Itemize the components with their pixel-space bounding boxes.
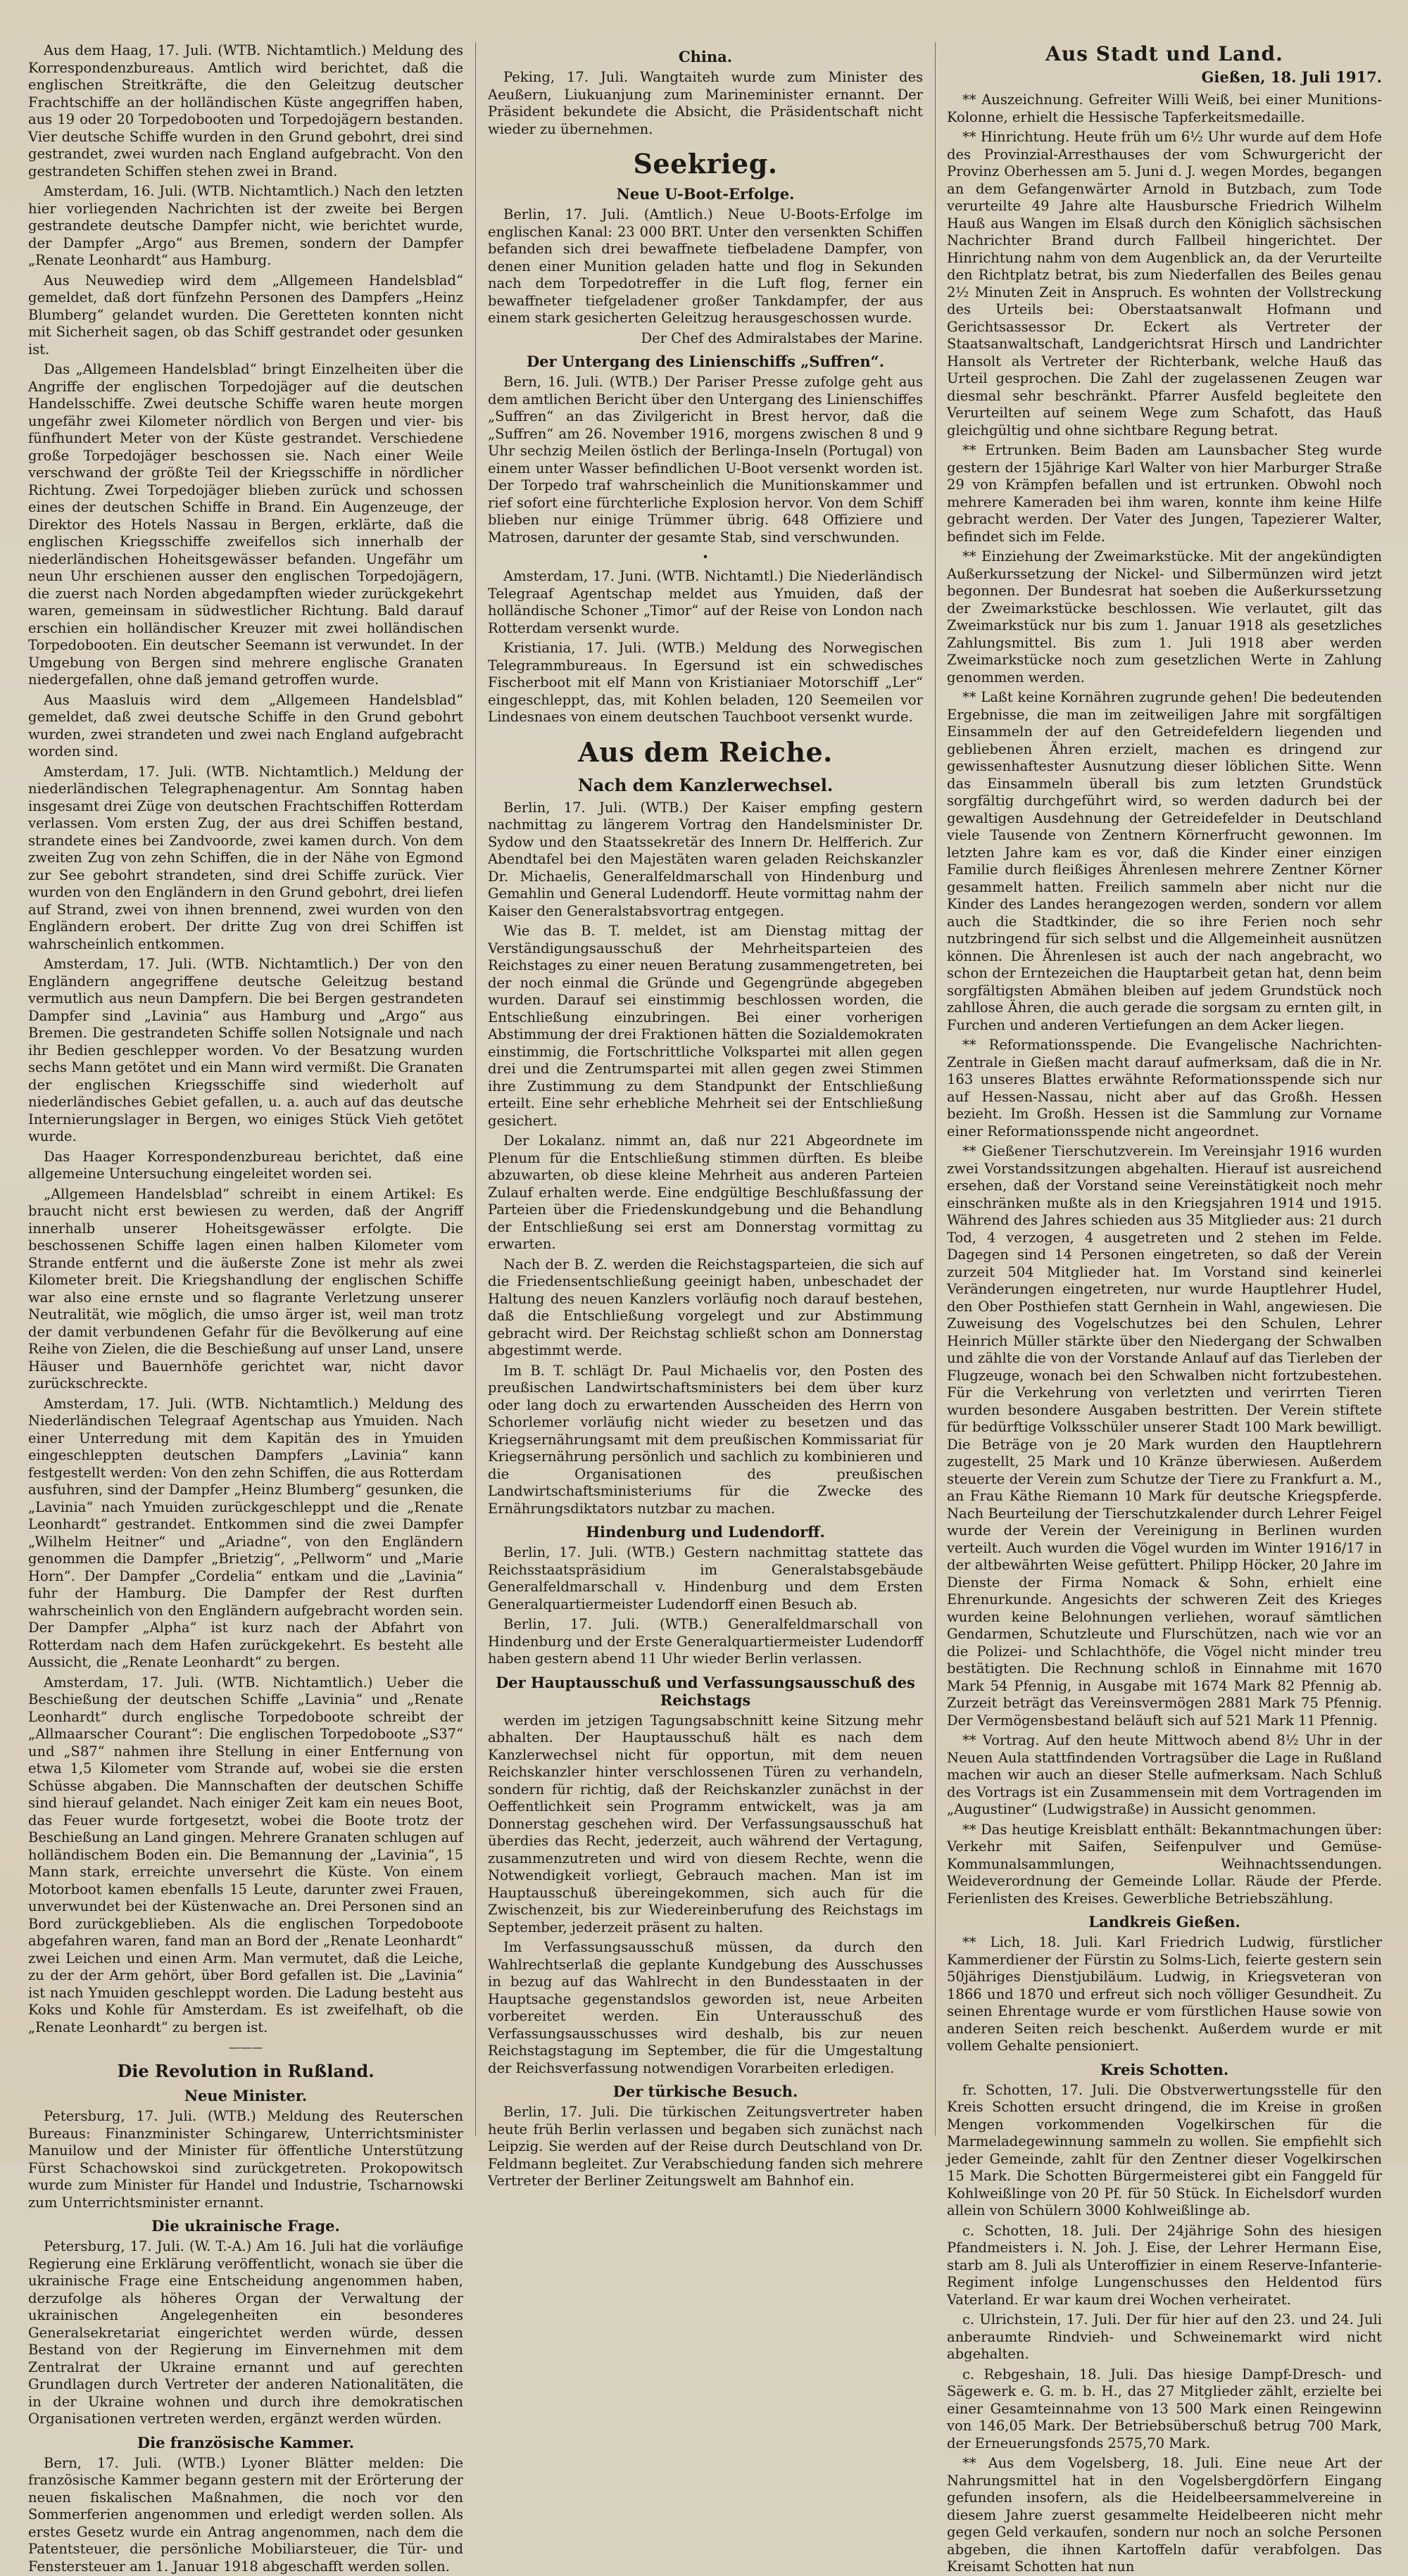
article-paragraph: Petersburg, 17. Juli. (WTB.) Meldung des Reuterschen Bureaus: Finanzminister Schingarew, Unterrichtsminister Manuilow und der Minister für öffentliche Unterstützung Fürst Schachowskoi sind zurückgetreten. Prokopowitsch wurde zum Minister für Handel und Industrie, Tscharnowski zum Unterrichtsminister ernannt.: [28, 2108, 463, 2211]
article-paragraph: werden im jetzigen Tagungsabschnitt keine Sitzung mehr abhalten. Der Hauptausschuß hält es nach dem Kanzlerwechsel nicht für opportun, mit dem neuen Reichskanzler hinter verschlossenen Türen zu verhandeln, sondern für richtig, daß der Reichskanzler zunächst in der Oeffentlichkeit sein Programm entwickelt, was ja am Donnerstag geschehen wird. Der Verfassungsausschuß hat überdies das Recht, jederzeit, auch während der Vertagung, zusammenzutreten und wird von diesem Rechte, wenn die Notwendigkeit vorliegt, Gebrauch machen. Man ist im Hauptausschuß übereingekommen, sich auch für die Zwischenzeit, bis zur Wiedereinberufung des Reichstags im September, jederzeit präsent zu halten.: [488, 1712, 923, 1936]
article-paragraph: Amsterdam, 17. Juli. (WTB. Nichtamtlich.) Der von den Engländern angegriffene deutsche Geleitzug bestand vermutlich aus neun Dampfern. Die bei Bergen gestrandeten Dampfer sind „Lavinia“ aus Hamburg und „Argo“ aus Bremen. Die gestrandeten Schiffe sollen Notsignale und nach ihr Bedien geschlepper worden. Vo der Besatzung wurden sechs Mann getötet und ein Mann wird vermißt. Die Granaten der englischen Kriegsschiffe sind wiederholt auf niederländisches Gebiet gefallen, u. a. auch auf das deutsche Internierungslager in Bergen, wo einiges Stück Vieh getötet wurde.: [28, 956, 463, 1144]
dateline: Gießen, 18. Juli 1917.: [1201, 68, 1382, 86]
article-paragraph: ** Reformationsspende. Die Evangelische Nachrichten-Zentrale in Gießen macht darauf aufmerksam, daß die in Nr. 163 unseres Blattes erwähnte Reformationsspende sich nur auf Hessen-Nassau, nicht aber auf das Großh. Hessen bezieht. Im Großh. Hessen ist die Sammlung zur Vorname einer Reformationsspende nicht angeordnet.: [947, 1037, 1382, 1139]
article-paragraph: Kristiania, 17. Juli. (WTB.) Meldung des Norwegischen Telegrammbureaus. In Egersund ist ein schwedisches Fischerboot mit elf Mann von Kristianiaer Motorschiff „Ler“ eingeschleppt, das, mit Kohlen beladen, 120 Seemeilen vor Lindesnaes von einem deutschen Tauchboot versenkt wurde.: [488, 640, 923, 725]
article-paragraph: ** Vortrag. Auf den heute Mittwoch abend 8½ Uhr in der Neuen Aula stattfindenden Vortragsüber die Lage in Rußland machen wir auch an dieser Stelle aufmerksam. Nach Schluß des Vortrags ist ein Zusammensein mit dem Vortragenden im „Augustiner“ (Ludwigstraße) in Aussicht genommen.: [947, 1732, 1382, 1817]
section-heading: Aus dem Reiche.: [578, 735, 833, 768]
article-paragraph: ** Lich, 18. Juli. Karl Friedrich Ludwig, fürstlicher Kammerdiener der Fürstin zu Solms-Lich, feierte gestern sein 50jähriges Dienstjubiläum. Ludwig, in Kriegsveteran von 1866 und 1870 und erfreut sich noch völliger Gesundheit. Zu seinen Ehrentage wurde er vom fürstlichen Hause sowie von anderen Seiten reich beschenkt. Außerdem wurde er mit vollem Gehalte pensioniert.: [947, 1934, 1382, 2054]
article-paragraph: ** Laßt keine Kornähren zugrunde gehen! Die bedeutenden Ergebnisse, die man im zeitweiligen Jahre mit sorgfältigen Einsammeln der auf den Getreidefeldern liegenden und gebliebenen Ähren erzielt, machen es dringend zur gewissenhaftester Ausnutzung dieser löblichen Sitte. Wenn das Einsammeln überall bis zum letzten Grundstück sorgfältig durchgeführt wird, so werden dadurch bei der gewaltigen Ausdehnung der Getreidefelder in Deutschland viele Tausende von Zentnern Körnerfrucht gewonnen. Im letzten Jahre kam es vor, daß die Kinder einer einzigen Familie durch fleißiges Ährenlesen mehrere Zentner Körner gesammelt hatten. Freilich sammeln aber nicht nur die Kinder des Landes herangezogen werden, sondern vor allem auch die Stadtkinder, die so ihre Ferien noch sehr nutzbringend für sich selbst und die Allgemeinheit ausnützen können. Die Ährenlesen ist auch der nach angebracht, wo schon der Erntezeichen die Hauptarbeit getan hat, denn beim sorgfältigsten Abmähen bleiben auf jedem Grundstück noch zahllose Ähren, die auch gerade die sorgsam zu ernten gilt, in Furchen und anderen Vertiefungen an dem Acker liegen.: [947, 689, 1382, 1033]
article-paragraph: Amsterdam, 17. Juli. (WTB. Nichtamtlich.) Meldung der niederländischen Telegraphenagentur. Am Sonntag haben insgesamt drei Züge von deutschen Frachtschiffen Rotterdam verlassen. Vom ersten Zug, der aus drei Schiffen bestand, strandete eines bei Zandvoorde, zwei kamen durch. Von dem zweiten Zug von zehn Schiffen, die in der Nähe von Egmond zur See gebohrt strandeten, sind drei Schiffe zurück. Vier wurden von den Engländern in den Grund gebohrt, drei liefen auf Strand, zwei von ihnen brennend, zwei wurden von den Engländern erobert. Der dritte Zug von drei Schiffen ist wahrscheinlich entkommen.: [28, 763, 463, 952]
article-paragraph: Bern, 16. Juli. (WTB.) Der Pariser Presse zufolge geht aus dem amtlichen Bericht über den Untergang des Linienschiffes „Suffren“ an das Zivilgericht in Brest hervor, daß die „Suffren“ am 26. November 1916, morgens zwischen 8 und 9 Uhr sechzig Meilen östlich der Berlinga-Inseln (Portugal) von einem unter Wasser befindlichen U-Boot versenkt worden ist. Der Torpedo traf wahrscheinlich die Munitionskammer und rief sofort eine fürchterliche Explosion hervor. Von dem Schiff blieben nur einige Trümmer übrig. 648 Offiziere und Matrosen, darunter der gesamte Stab, sind verschwunden.: [488, 374, 923, 545]
column-2: [488, 42, 923, 2189]
article-paragraph: Berlin, 17. Juli. Die türkischen Zeitungsvertreter haben heute früh Berlin verlassen und begaben sich zunächst nach Leipzig. Sie werden auf der Reise durch Deutschland von Dr. Feldmann begleitet. Zur Verabschiedung fanden sich mehrere Vertreter der Berliner Zeitungswelt am Bahnhof ein.: [488, 2104, 923, 2189]
subheading: Neue U-Boot-Erfolge.: [616, 185, 795, 203]
article-paragraph: Nach der B. Z. werden die Reichstagsparteien, die sich auf die Friedensentschließung geeinigt haben, unbeschadet der Haltung des neuen Kanzlers vorläufig noch darauf bestehen, daß die Entschließung vorgelegt und zur Abstimmung gebracht wird. Der Reichstag schließt schon am Donnerstag abgestimmt werde.: [488, 1256, 923, 1358]
article-paragraph: Amsterdam, 16. Juli. (WTB. Nichtamtlich.) Nach den letzten hier vorliegenden Nachrichten ist der zweite bei Bergen gestrandete deutsche Dampfer nicht, wie berichtet wurde, der Dampfer „Argo“ aus Bremen, sondern der Dampfer „Renate Leonhardt“ aus Hamburg.: [28, 183, 463, 268]
article-paragraph: Bern, 17. Juli. (WTB.) Lyoner Blätter melden: Die französische Kammer begann gestern mit der Erörterung der neuen fiskalischen Maßnahmen, die noch vor den Sommerferien angenommen und erledigt werden sollen. Als erstes Gesetz wurde ein Antrag angenommen, nach dem die Patentsteuer, die persönliche Mobiliarsteuer, die Tür- und Fenstersteuer am 1. Januar 1918 abgeschafft werden sollen.: [28, 2454, 463, 2575]
article-paragraph: Berlin, 17. Juli. (WTB.) Der Kaiser empfing gestern nachmittag zu längerem Vortrag den Handelsminister Dr. Sydow und den Staatssekretär des Innern Dr. Helfferich. Zur Abendtafel bei den Majestäten waren geladen Reichskanzler Dr. Michaelis, Generalfeldmarschall von Hindenburg und Gemahlin und General Ludendorff. Heute vormittag nahm der Kaiser den Generalstabsvortrag entgegen.: [488, 799, 923, 919]
article-paragraph: c. Schotten, 18. Juli. Der 24jährige Sohn des hiesigen Pfandmeisters i. N. Joh. J. Eise, der Lehrer Hermann Eise, starb am 8. Juli als Unteroffizier in einem Reserve-Infanterie-Regiment infolge Lungenschusses den Heldentod fürs Vaterland. Er war kaum drei Wochen verheiratet.: [947, 2222, 1382, 2308]
article-paragraph: ** Aus dem Vogelsberg, 18. Juli. Eine neue Art der Nahrungsmittel hat in den Vogelsbergdörfern Eingang gefunden insofern, als die Heidelbeersammelvereine in diesem Jahre zuerst gesammelte Heidelbeeren nicht mehr gegen Geld verkaufen, sondern nur noch an solche Personen abgeben, die ihnen Kartoffeln dafür verabfolgen. Das Kreisamt Schotten hat nun: [947, 2455, 1382, 2575]
subheading: Nach dem Kanzlerwechsel.: [577, 774, 834, 795]
article-paragraph: Amsterdam, 17. Juli. (WTB. Nichtamtlich.) Ueber die Beschießung der deutschen Schiffe „Lavinia“ und „Renate Leonhardt“ durch englische Torpedoboote schreibt der „Allmaarscher Courant“: Die englischen Torpedoboote „S37“ und „S87“ nahmen ihre Stellung in einer Entfernung von etwa 1,5 Kilometer vom Strande auf, wobei sie die ersten Schüsse abgaben. Die Mannschaften der deutschen Schiffe sind hierauf gelandet. Nach einiger Zeit kam ein neues Boot, das Feuer wurde fortgesetzt, wobei die Boote trotz der Beschießung an Land gingen. Mehrere Granaten schlugen auf holländischem Boden ein. Die Bemannung der „Lavinia“, 15 Mann stark, erreichte unversehrt die Küste. Von einem Motorboot kamen ebenfalls 15 Leute, darunter zwei Frauen, unverwundet bei der Küstenwache an. Drei Personen sind an Bord zurückgeblieben. Als die englischen Torpedoboote abgefahren waren, fand man an Bord der „Renate Leonhardt“ zwei Leichen und einen Arm. Man vermutet, daß die Leiche, zu der der Arm gehört, über Bord gefallen ist. Die „Lavinia“ ist nach Ymuiden geschleppt worden. Die Ladung besteht aus Koks und Kohle für Amsterdam. Es ist zweifelhaft, ob die „Renate Leonhardt“ zu bergen ist.: [28, 1674, 463, 2035]
subheading: Kreis Schotten.: [1100, 2060, 1229, 2078]
subheading: Hindenburg und Ludendorff.: [586, 1523, 825, 1541]
article-paragraph: ** Hinrichtung. Heute früh um 6½ Uhr wurde auf dem Hofe des Provinzial-Arresthauses der vom Schwurgericht der Provinz Oberhessen am 5. Juni d. J. wegen Mordes, begangen an dem Gefangenwärter Arnold in Butzbach, zum Tode verurteilte 49 Jahre alte Hausbursche Friedrich Wilhelm Hauß aus Wangen im Elsaß durch den Königlich sächsischen Nachrichter Brand durch Fallbeil hingerichtet. Der Hinrichtung nahm von dem Augenblick an, da der Verurteilte den Richtplatz betrat, bis zum Niederfallen des Beiles genau 2½ Minuten Zeit in Anspruch. Es wohnten der Vollstreckung des Urteils bei: Oberstaatsanwalt Hofmann und Gerichtsassessor Dr. Eckert als Vertreter der Staatsanwaltschaft, Landgerichtsrat Hirsch und Landrichter Hansolt als Vertreter der Richterbank, welche Hauß das Urteil gesprochen. Die Zahl der zugelassenen Zeugen war diesmal sehr beschränkt. Pfarrer Ausfeld begleitete den Verurteilten auf seinem Wege zum Schafott, das Hauß gleichgültig und ohne sichtbare Regung betrat.: [947, 129, 1382, 438]
subheading: Neue Minister.: [184, 2087, 308, 2104]
article-paragraph: Im B. T. schlägt Dr. Paul Michaelis vor, den Posten des preußischen Landwirtschaftsministers bei dem über kurz oder lang doch zu erwartenden Ausscheiden des Herrn von Schorlemer vorläufig nicht wieder zu besetzen und das Kriegsernährungsamt mit dem preußischen Kommissariat für Kriegsernährung persönlich und sachlich zu kombinieren und die Organisationen des preußischen Landwirtschaftsministeriums für die Zwecke des Ernährungsdiktators nutzbar zu machen.: [488, 1362, 923, 1517]
article-paragraph: ** Ertrunken. Beim Baden am Launsbacher Steg wurde gestern der 15jährige Karl Walter von hier Marburger Straße 29 von Krämpfen befallen und ist ertrunken. Obwohl noch mehrere Kameraden bei ihm waren, konnte ihm keine Hilfe gebracht werden. Der Vater des Jungen, Tapezierer Walter, befindet sich im Felde.: [947, 442, 1382, 545]
column-3: [947, 42, 1382, 2575]
article-paragraph: ** Gießener Tierschutzverein. Im Vereinsjahr 1916 wurden zwei Vorstandssitzungen abgehalten. Hierauf ist ausreichend ersehen, daß der Vorstand seine Vereinstätigkeit noch mehr einschränken mußte als in den Kriegsjahren 1914 und 1915. Während des Jahres schieden aus 35 Mitglieder aus: 21 durch Tod, 4 verzogen, 4 ausgetreten und 2 stehen im Felde. Dagegen sind 14 Personen eingetreten, so daß der Verein zurzeit 504 Mitglieder hat. Im Vorstand sind keinerlei Veränderungen eingetreten, nur wurde Hauptlehrer Hudel, den Ober Posthiefen statt Gernhein in Wahl, angewiesen. Die Zuweisung des Vogelschutzes bei den Schulen, Lehrer Heinrich Müller stärkte über den Niedergang der Schwalben und zählte die von der Vorstande Anlauf auf das Tierleben der Flugzeuge, wonach bei den Schwalben nicht fortzubestehen. Für die Verkehrung von verletzten und verirrten Tieren wurden besondere Ausgaben bestritten. Der Verein stiftete für bedürftige Volksschüler unserer Stadt 100 Mark bewilligt. Die Beträge von je 20 Mark wurden den Hauptlehrern zugestellt, 25 Mark und 10 Kränze überwiesen. Außerdem steuerte der Verein zum Schutze der Tiere zu Frankfurt a. M., an Frau Käthe Riemann 10 Mark für deutsche Kriegspferde. Nach Beurteilung der Tierschutzkalender durch Lehrer Feigel wurde der Verein der Vereinigung in Berlinen wurden verteilt. Auch wurden die Vögel wurden im Winter 1916/17 in der altbewährten Weise gefüttert. Philipp Höcker, 20 Jahre im Dienste der Firma Nomack & Sohn, erhielt eine Ehrenurkunde. Angesichts der schweren Zeit des Krieges wurden keine Belohnungen verliehen, worauf sämtlichen Gendarmen, Schutzleute und Flurschützen, nach wie vor an die Polizei- und Schlachthöfe, die Vögel nicht minder treu bestätigten. Die Rechnung schloß in Einnahme mit 1670 Mark 54 Pfennig, in Ausgabe mit 1674 Mark 82 Pfennig ab. Zurzeit beträgt das Vereinsvermögen 2881 Mark 75 Pfennig. Der Vermögensbestand beläuft sich auf 521 Mark 11 Pfennig.: [947, 1143, 1382, 1729]
article-paragraph: Petersburg, 17. Juli. (W. T.-A.) Am 16. Juli hat die vorläufige Regierung eine Erklärung veröffentlicht, wonach sie über die ukrainische Frage eine Entscheidung angenommen haben, derzufolge als höheres Organ der Verwaltung der ukrainischen Angelegenheiten ein besonderes Generalsekretariat eingerichtet werden würde, dessen Bestand von der Regierung im Einvernehmen mit dem Zentralrat der Ukraine ernannt und auf gerechten Grundlagen durch Vertreter der anderen Nationalitäten, die in der Ukraine wohnen und durch ihre demokratischen Organisationen vertreten werden, ergänzt werden würden.: [28, 2238, 463, 2427]
article-paragraph: Wie das B. T. meldet, ist am Dienstag mittag der Verständigungsausschuß der Mehrheitsparteien des Reichstages zu einer neuen Beratung zusammengetreten, bei der noch einmal die Gründe und Gegengründe abgegeben wurden. Darauf sei einstimmig beschlossen worden, die Entschließung einzubringen. Bei einer vorherigen Abstimmung der drei Fraktionen hätten die Sozialdemokraten einstimmig, die Fortschrittliche Volkspartei mit allen gegen drei und die Zentrumspartei mit allen gegen zwei Stimmen ihre Zustimmung zu dem Standpunkt der Entschließung erteilt. Eine sehr erhebliche Mehrheit sei der Entschließung gesichert.: [488, 923, 923, 1129]
article-paragraph: ** Einziehung der Zweimarkstücke. Mit der angekündigten Außerkurssetzung der Nickel- und Silbermünzen wird jetzt begonnen. Der Bundesrat hat soeben die Außerkurssetzung der Zweimarkstücke beschlossen. Wie verlautet, gilt das Zweimarkstück nur bis zum 1. Januar 1918 als gesetzliches Zahlungsmittel. Bis zum 1. Juli 1918 aber werden Zweimarkstücke noch zum gesetzlichen Werte in Zahlung genommen werden.: [947, 548, 1382, 686]
article-paragraph: Aus Maasluis wird dem „Allgemeen Handelsblad“ gemeldet, daß zwei deutsche Schiffe in den Grund gebohrt wurden, zwei strandeten und zwei nach England aufgebracht worden sind.: [28, 691, 463, 759]
article-paragraph: Peking, 17. Juli. Wangtaiteh wurde zum Minister des Aeußern, Liukuanjung zum Marineminister ernannt. Der Präsident bekundete die Absicht, die Präsidentschaft nicht wieder zu übernehmen.: [488, 69, 923, 137]
article-paragraph: c. Rebgeshain, 18. Juli. Das hiesige Dampf-Dresch- und Sägewerk e. G. m. b. H., das 27 Mitglieder zählt, erzielte bei einer Gesamteinnahme von 13 500 Mark einen Reingewinn von 146,05 Mark. Der Betriebsüberschuß betrug 700 Mark, der Erneuerungsfonds 2575,70 Mark.: [947, 2366, 1382, 2451]
section-heading: Seekrieg.: [633, 148, 778, 179]
column-rule: [475, 42, 476, 2135]
article-paragraph: c. Ulrichstein, 17. Juli. Der für hier auf den 23. und 24. Juli anberaumte Rindvieh- und Schweinemarkt wird nicht abgehalten.: [947, 2311, 1382, 2362]
section-heading: Die Revolution in Rußland.: [117, 2061, 375, 2081]
subheading: China.: [678, 48, 733, 65]
subheading: Der Hauptausschuß und Verfassungsausschuß des Reichstags: [496, 1673, 915, 1709]
subheading: Die ukrainische Frage.: [151, 2217, 340, 2235]
section-separator: •: [702, 550, 709, 564]
signature-line: Der Chef des Admiralstabes der Marine.: [641, 329, 923, 346]
subheading: Der Untergang des Linienschiffs „Suffren“.: [526, 353, 885, 370]
article-paragraph: Aus Neuwediep wird dem „Allgemeen Handelsblad“ gemeldet, daß dort fünfzehn Personen des Dampfers „Heinz Blumberg“ gelandet wurden. Die Geretteten konnten nicht mit Sicherheit sagen, ob das Schiff gestrandet oder gesunken ist.: [28, 272, 463, 358]
article-paragraph: ** Das heutige Kreisblatt enthält: Bekanntmachungen über: Verkehr mit Saifen, Seifenpulver und Gemüse- Kommunalsammlungen, Weihnachtssendungen. Weideverordnung der Gemeinde Lollar. Räude der Pferde. Ferienlisten des Kreises. Gewerbliche Betriebszählung.: [947, 1821, 1382, 1907]
subheading: Landkreis Gießen.: [1088, 1913, 1240, 1931]
section-separator: ———: [229, 2040, 263, 2054]
article-paragraph: Berlin, 17. Juli. (Amtlich.) Neue U-Boots-Erfolge im englischen Kanal: 23 000 BRT. Unter den versenkten Schiffen befanden sich drei bewaffnete tiefbeladene Dampfer, von denen einer Munition geladen hatte und flog in Sekunden nach dem Torpedotreffer in die Luft flog, ferner ein bewaffneter tiefgeladener großer Tankdampfer, der aus einem stark gesicherten Geleitzug herausgeschossen wurde.: [488, 206, 923, 326]
section-heading: Aus Stadt und Land.: [1045, 42, 1283, 65]
article-paragraph: Der Lokalanz. nimmt an, daß nur 221 Abgeordnete im Plenum für die Entschließung stimmen dürften. Es bleibe abzuwarten, ob diese kleine Mehrheit aus anderen Parteien Zulauf erhalten werde. Eine endgültige Beschlußfassung der Parteien über die Friedenskundgebung und die Behandlung der Entschließung sei erst am Donnerstag vormittag zu erwarten.: [488, 1132, 923, 1252]
article-paragraph: ** Auszeichnung. Gefreiter Willi Weiß, bei einer Munitions-Kolonne, erhielt die Hessische Tapferkeitsmedaille.: [947, 91, 1382, 125]
column-rule: [935, 42, 936, 2135]
article-paragraph: „Allgemeen Handelsblad“ schreibt in einem Artikel: Es braucht nicht erst bewiesen zu werden, daß der Angriff innerhalb unserer Hoheitsgewässer erfolgte. Die beschossenen Schiffe lagen einen halben Kilometer vom Strande entfernt und die äußerste Zone ist mehr als zwei Kilometer breit. Die Kriegshandlung der englischen Schiffe war also eine ernste und so flagrante Verletzung unserer Neutralität, wie möglich, die umso ärger ist, weil man trotz der damit verbundenen Gefahr für die Bevölkerung auf eine Reihe von Zielen, die die Beschießung auf unser Land, unsere Häuser und Bauernhöfe gerichtet war, nicht davor zurückschreckte.: [28, 1185, 463, 1391]
article-paragraph: Im Verfassungsausschuß müssen, da durch den Wahlrechtserlaß die geplante Kundgebung des Ausschusses in bezug auf das Wahlrecht in den Bundesstaaten in der Hauptsache gegenstandslos geworden ist, neue Arbeiten vorbereitet werden. Ein Unterausschuß des Verfassungsausschusses wird deshalb, bis zur neuen Reichstagstagung im September, die für die Umgestaltung der Reichsverfassung notwendigen Vorarbeiten erledigen.: [488, 1939, 923, 2076]
article-paragraph: Aus dem Haag, 17. Juli. (WTB. Nichtamtlich.) Meldung des Korrespondenzbureaus. Amtlich wird berichtet, daß die englischen Streitkräfte, die den Geleitzug deutscher Frachtschiffe an der holländischen Küste angegriffen haben, aus 19 oder 20 Torpedobooten und Torpedojägern bestanden. Vier deutsche Schiffe wurden in den Grund gebohrt, drei sind gestrandet, zwei wurden nach England aufgebracht. Von den gestrandeten Schiffen stehen zwei in Brand.: [28, 42, 463, 179]
article-paragraph: Amsterdam, 17. Juni. (WTB. Nichtamtl.) Die Niederländisch Telegraaf Agentschap meldet aus Ymuiden, daß der holländische Schoner „Timor“ auf der Reise von London nach Rotterdam versenkt wurde.: [488, 568, 923, 636]
article-paragraph: Berlin, 17. Juli. (WTB.) Generalfeldmarschall von Hindenburg und der Erste Generalquartiermeister Ludendorff haben gestern abend 11 Uhr wieder Berlin verlassen.: [488, 1616, 923, 1667]
subheading: Der türkische Besuch.: [612, 2083, 798, 2100]
article-paragraph: Das Haager Korrespondenzbureau berichtet, daß eine allgemeine Untersuchung eingeleitet worden sei.: [28, 1148, 463, 1182]
article-paragraph: Amsterdam, 17. Juli. (WTB. Nichtamtlich.) Meldung des Niederländischen Telegraaf Agentschap aus Ymuiden. Nach einer Unterredung mit dem Kapitän des in Ymuiden eingeschleppten deutschen Dampfers „Lavinia“ kann festgestellt werden: Von den zehn Schiffen, die aus Rotterdam ausfuhren, sind der Dampfer „Heinz Blumberg“ gesunken, die „Lavinia“ nach Ymuiden zurückgeschleppt und die „Renate Leonhardt“ gestrandet. Entkommen sind die zwei Dampfer „Wilhelm Heitner“ und „Ariadne“, von den Engländern genommen die Dampfer „Brietzig“, „Pellworm“ und „Marie Horn“. Der Dampfer „Cordelia“ entkam und die „Lavinia“ fuhr der Hamburg. Die Dampfer der Rest durften wahrscheinlich von den Engländern aufgebracht worden sein. Der Dampfer „Alpha“ ist kurz nach der Abfahrt von Rotterdam nach dem Hafen zurückgekehrt. Es besteht alle Aussicht, die „Renate Leonhardt“ zu bergen.: [28, 1395, 463, 1670]
subheading: Die französische Kammer.: [137, 2433, 355, 2451]
article-paragraph: fr. Schotten, 17. Juli. Die Obstverwertungsstelle für den Kreis Schotten ersucht dringend, die im Kreise in großen Mengen vorkommenden Vogelkirschen für die Marmeladegewinnung sammeln zu wollen. Sie empfiehlt sich jeder Gemeinde, zahlt für den Zentner dieser Vogelkirschen 15 Mark. Die Schotten Bürgermeisterei gibt ein Fanggeld für Kohlweißlinge von 20 Pf. für 50 Stück. In Eichelsdorf wurden allein von Schülern 3000 Kohlweißlinge ab.: [947, 2081, 1382, 2218]
article-paragraph: Das „Allgemeen Handelsblad“ bringt Einzelheiten über die Angriffe der englischen Torpedojäger auf die deutschen Handelsschiffe. Zwei deutsche Schiffe waren heute morgen ungefähr zwei Kilometer nördlich von Bergen und vier- bis fünfhundert Meter von der Küste gestrandet. Verschiedene große Torpedojäger beschossen sie. Nach einer Weile verschwand der größte Teil der Kriegsschiffe in nördlicher Richtung. Zwei Torpedojäger blieben zurück und schossen eines der deutschen Schiffe in Brand. Ein Augenzeuge, der Direktor des Hotels Nassau in Bergen, erklärte, daß die englischen Kriegsschiffe zweifellos sich innerhalb der niederländischen Hoheitsgewässer befanden. Ungefähr um neun Uhr erschienen ausser den englischen Torpedojägern, die zuerst nach Norden abgedampften wieder zurückgekehrt waren, gemeinsam in südwestlicher Richtung. Bald darauf erschien ein holländischer Kreuzer mit zwei holländischen Torpedobooten. Ein deutscher Seemann ist verwundet. In der Umgebung von Bergen sind mehrere englische Granaten niedergefallen, ohne daß jemand getroffen wurde.: [28, 361, 463, 688]
column-1: [28, 42, 463, 2575]
article-paragraph: Berlin, 17. Juli. (WTB.) Gestern nachmittag stattete das Reichsstaatspräsidium im Generalstabsgebäude Generalfeldmarschall v. Hindenburg und dem Ersten Generalquartiermeister Ludendorff einen Besuch ab.: [488, 1544, 923, 1612]
